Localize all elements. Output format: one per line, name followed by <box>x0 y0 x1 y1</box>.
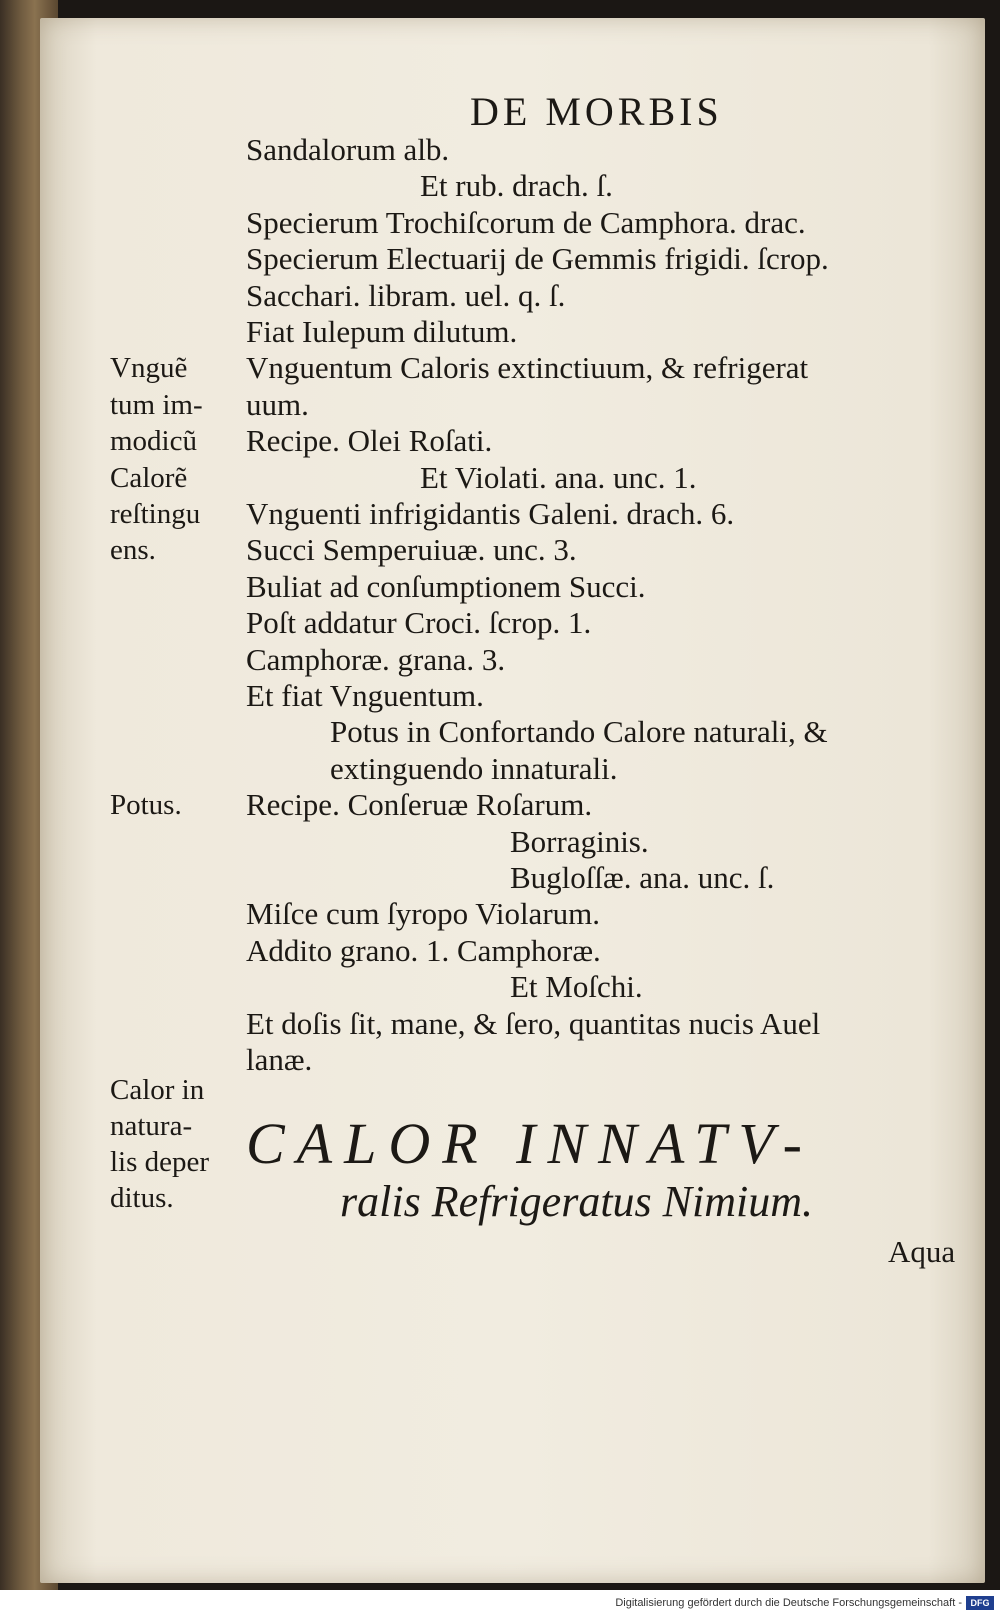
catchword: Aqua <box>888 1234 956 1269</box>
text-line: extinguendo innaturali. <box>330 750 618 786</box>
side-note-line: lis deper <box>110 1146 210 1178</box>
margin-note: modicũ <box>110 425 197 458</box>
text-line: lanæ. <box>246 1042 313 1077</box>
text-line: Poſt addatur Croci. ſcrop. 1. <box>246 605 592 641</box>
section-heading-sub: ralis Refrigeratus Nimium. <box>340 1177 814 1226</box>
text-line: Borraginis. <box>510 823 649 859</box>
text-line: Bugloſſæ. ana. unc. ſ. <box>510 860 775 895</box>
side-note-line: ditus. <box>110 1182 174 1214</box>
margin-note: Calorẽ <box>110 461 188 494</box>
text-line: Et Violati. ana. unc. 1. <box>420 459 697 495</box>
side-note-line: Calor in <box>110 1074 205 1106</box>
text-line: Sandalorum alb. <box>246 132 450 167</box>
text-line: Fiat Iulepum dilutum. <box>246 314 518 349</box>
text-line: Recipe. Conſeruæ Roſarum. <box>246 787 593 823</box>
text-line: Vnguenti infrigidantis Galeni. drach. 6. <box>246 496 735 531</box>
text-line: Addito grano. 1. Camphoræ. <box>246 932 601 968</box>
text-line: Succi Semperuiuæ. unc. 3. <box>246 532 577 568</box>
running-header: DE MORBIS <box>470 89 723 134</box>
text-line: Recipe. Olei Roſati. <box>246 423 493 459</box>
text-line: Et Moſchi. <box>510 969 643 1005</box>
text-line: Sacchari. libram. uel. q. ſ. <box>246 277 566 313</box>
text-line: Camphoræ. grana. 3. <box>246 641 506 677</box>
side-note-line: natura- <box>110 1110 193 1142</box>
text-line: Vnguentum Caloris extinctiuum, & refrigerat <box>246 350 809 386</box>
text-line: Et rub. drach. ſ. <box>420 168 613 204</box>
text-line: Et doſis ſit, mane, & ſero, quantitas nucis Auel <box>246 1005 821 1041</box>
margin-note: Vnguẽ <box>110 352 188 385</box>
text-line: Miſce cum ſyropo Violarum. <box>246 896 601 932</box>
margin-note: tum im- <box>110 388 203 421</box>
text-line: Potus in Confortando Calore naturali, & <box>330 714 828 750</box>
dfg-logo: DFG <box>966 1596 994 1610</box>
text-line: Et fiat Vnguentum. <box>246 678 484 713</box>
text-line: uum. <box>246 386 309 422</box>
digitization-credit: Digitalisierung gefördert durch die Deutsche Forschungsgemeinschaft - <box>615 1597 962 1609</box>
margin-note: Potus. <box>110 789 182 822</box>
text-line: Specierum Electuarij de Gemmis frigidi. ſcrop. <box>246 241 829 277</box>
margin-note: reſtingu <box>110 498 201 530</box>
text-line: Specierum Trochiſcorum de Camphora. drac. <box>246 204 806 240</box>
section-heading-caps: CALOR INNATV- <box>246 1111 814 1176</box>
text-line: Buliat ad conſumptionem Succi. <box>246 568 646 604</box>
margin-note: ens. <box>110 534 156 567</box>
